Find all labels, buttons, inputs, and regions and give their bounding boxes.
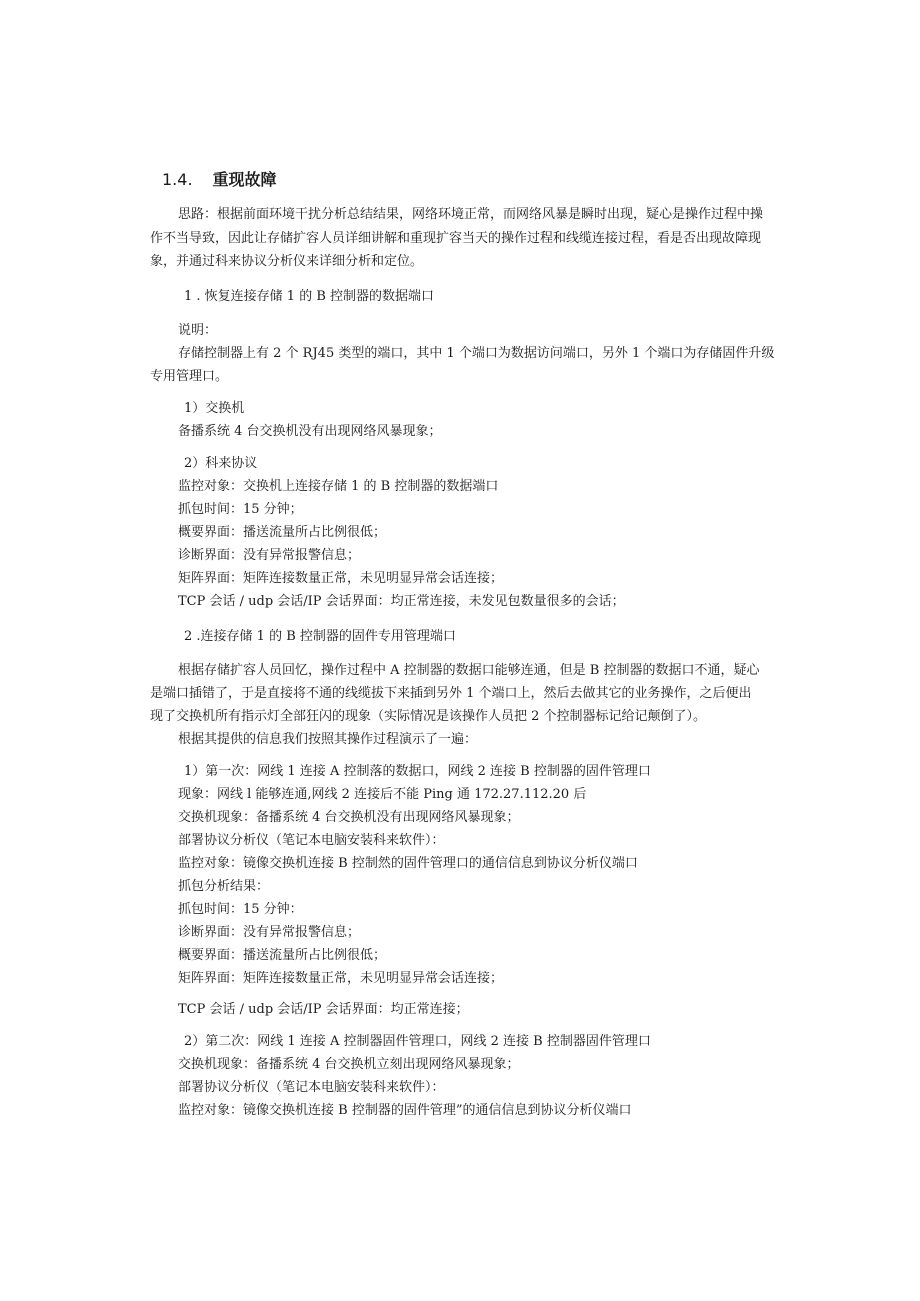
first-attempt-line: 现象：网线 l 能够连通,网线 2 连接后不能 Ping 通 172.27.112.20 后 — [178, 787, 587, 802]
step1-switch-title: 1）交换机 — [184, 401, 245, 416]
step1-note-line-1: 存储控制器上有 2 个 RJ45 类型的端口，其中 1 个端口为数据访问端口，另外 1 个端口为存储固件升级 — [178, 346, 775, 361]
step2-para-line-2: 是端口插错了，于是直接将不通的线缆拔下来插到另外 1 个端口上，然后去做其它的业务操作，之后便出 — [150, 686, 752, 701]
first-attempt-title: 1）第一次：网线 1 连接 A 控制落的数据口，网线 2 连接 B 控制器的固件管理口 — [184, 764, 651, 779]
step1-note-label: 说明： — [178, 323, 218, 338]
section-number: 1.4. — [162, 170, 193, 189]
first-attempt-line: 诊断界面：没有异常报警信息； — [178, 925, 361, 940]
step1-colasoft-line: 概要界面：播送流量所占比例很低； — [178, 525, 387, 540]
step2-para-line-3: 现了交换机所有指示灯全部狂闪的现象（实际情况是该操作人员把 2 个控制器标记给记颠倒了）。 — [150, 709, 707, 724]
step1-colasoft-title: 2）科来协议 — [184, 456, 258, 471]
step1-colasoft-line: 矩阵界面：矩阵连接数量正常，未见明显异常会话连接； — [178, 571, 504, 586]
second-attempt-line: 监控对象：镜像交换机连接 B 控制器的固件管理”的通信信息到协议分析仪端口 — [178, 1103, 632, 1118]
section-title: 重现故障 — [212, 170, 277, 189]
first-attempt-line: 监控对象：镜像交换机连接 B 控制然的固件管理口的通信信息到协议分析仪端口 — [178, 856, 638, 871]
step1-colasoft-line: TCP 会话 / udp 会话/IP 会话界面：均正常连接，未发见包数量很多的会话； — [178, 594, 625, 609]
step1-colasoft-line: 监控对象：交换机上连接存储 1 的 B 控制器的数据端口 — [178, 479, 499, 494]
step2-title: 2 .连接存储 1 的 B 控制器的固件专用管理端口 — [184, 629, 456, 644]
step1-switch-text: 备播系统 4 台交换机没有出现网络风暴现象； — [178, 424, 442, 439]
first-attempt-line: 抓包分析结果： — [178, 879, 270, 894]
first-attempt-tcp: TCP 会话 / udp 会话/IP 会话界面：均正常连接； — [178, 1002, 469, 1017]
second-attempt-title: 2）第二次：网线 1 连接 A 控制器固件管理口，网线 2 连接 B 控制器固件管理口 — [184, 1034, 651, 1049]
section-heading — [162, 170, 277, 190]
step1-note-line-2: 专用管理口。 — [150, 369, 229, 384]
intro-line-3: 象，并通过科来协议分析仪来详细分析和定位。 — [150, 254, 424, 269]
second-attempt-line: 交换机现象：备播系统 4 台交换机立刻出现网络风暴现象； — [178, 1057, 520, 1072]
first-attempt-line: 矩阵界面：矩阵连接数量正常，未见明显异常会话连接； — [178, 971, 504, 986]
first-attempt-line: 部署协议分析仪（笔记本电脑安装科来软件）： — [178, 833, 445, 848]
second-attempt-line: 部署协议分析仪（笔记本电脑安装科来软件）： — [178, 1080, 445, 1095]
first-attempt-line: 交换机现象：备播系统 4 台交换机没有出现网络风暴现象； — [178, 810, 520, 825]
step1-colasoft-line: 诊断界面：没有异常报警信息； — [178, 548, 361, 563]
step1-title: 1 . 恢复连接存储 1 的 B 控制器的数据端口 — [184, 289, 435, 304]
first-attempt-line: 抓包时间：15 分钟： — [178, 902, 303, 917]
intro-line-2: 作不当导致，因此让存储扩容人员详细讲解和重现扩容当天的操作过程和线缆连接过程，看是否出现故障现 — [150, 231, 762, 246]
step2-para-line-1: 根据存储扩容人员回忆，操作过程中 A 控制器的数据口能够连通，但是 B 控制器的数据口不通，疑心 — [178, 663, 760, 678]
step1-colasoft-line: 抓包时间：15 分钟； — [178, 502, 303, 517]
first-attempt-line: 概要界面：播送流量所占比例很低； — [178, 948, 387, 963]
intro-line-1: 思路：根据前面环境干扰分析总结结果，网络环境正常，而网络风暴是瞬时出现，疑心是操作过程中操 — [178, 207, 764, 222]
step2-para-line-4: 根据其提供的信息我们按照其操作过程演示了一遍： — [178, 732, 478, 747]
